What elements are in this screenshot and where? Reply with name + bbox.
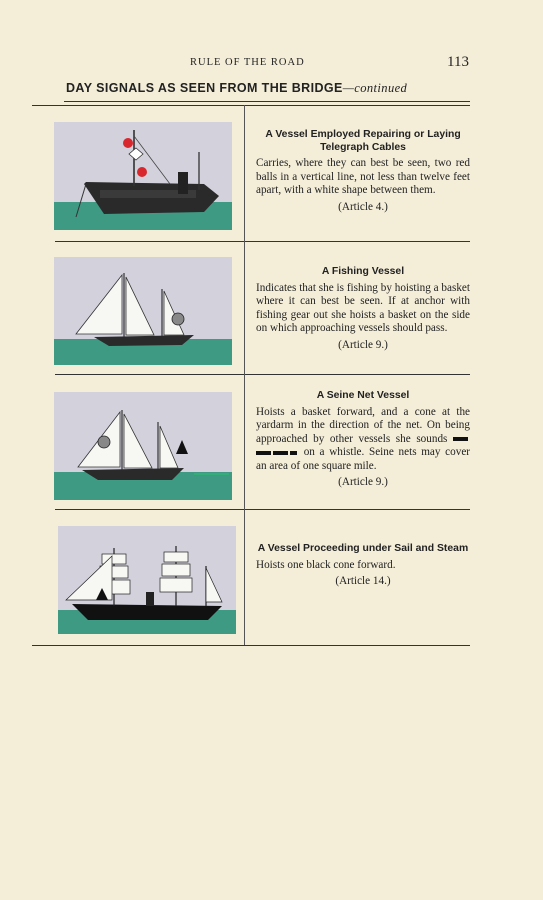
fishing-vessel-illustration xyxy=(54,257,232,365)
sail-and-steam-vessel-illustration xyxy=(58,526,236,634)
cable-vessel-illustration xyxy=(54,122,232,230)
long-blast-mark xyxy=(453,437,468,441)
entry-title: A Fishing Vessel xyxy=(321,266,405,277)
section-title: DAY SIGNALS AS SEEN FROM THE BRIDGE xyxy=(66,81,343,95)
article-reference: (Article 9.) xyxy=(338,338,388,351)
entry-body xyxy=(256,406,470,474)
entry-cable-vessel xyxy=(256,129,470,213)
running-head xyxy=(0,54,543,73)
long-blast-mark xyxy=(273,451,288,455)
row-divider xyxy=(55,509,470,510)
entry-title: A Vessel Proceeding under Sail and Steam xyxy=(257,543,469,554)
entry-sail-and-steam xyxy=(256,543,470,587)
table-bottom-rule xyxy=(32,645,470,646)
table-top-rule xyxy=(32,105,470,106)
entry-body: Indicates that she is fishing by hoisting a basket where it can best be seen. If at anchor with fishing gear out she hoists a basket on the side on which approaching vessels should pass. xyxy=(256,281,470,335)
article-reference: (Article 9.) xyxy=(338,476,388,489)
running-title: RULE OF THE ROAD xyxy=(190,57,305,68)
entry-body: Carries, where they can best be seen, two red balls in a vertical line, not less than twelve feet apart, with a white shape between them. xyxy=(256,157,470,197)
article-reference: (Article 14.) xyxy=(335,575,391,588)
article-reference: (Article 4.) xyxy=(338,200,388,213)
entry-title: A Vessel Employed Repairing or Laying Telegraph Cables xyxy=(265,129,461,153)
column-divider xyxy=(244,105,245,645)
entry-seine-net-vessel xyxy=(256,390,470,488)
row-divider xyxy=(55,241,470,242)
entry-body: Hoists one black cone forward. xyxy=(256,558,396,571)
entry-body-start: Hoists a basket forward, and a cone at the yardarm in the direction of the net. On being approached by other vessels she sounds xyxy=(256,405,470,445)
section-continued: —continued xyxy=(342,81,408,95)
heading-rule xyxy=(64,101,470,102)
entry-body-end: on a whistle. Seine nets may cover an area of one square mile. xyxy=(256,446,471,472)
seine-net-vessel-illustration xyxy=(54,392,232,500)
section-heading xyxy=(66,81,466,96)
short-blast-mark xyxy=(290,451,297,455)
entry-fishing-vessel xyxy=(256,266,470,351)
long-blast-mark xyxy=(256,451,271,455)
row-divider xyxy=(55,374,470,375)
entry-title: A Seine Net Vessel xyxy=(316,390,410,401)
page-number: 113 xyxy=(447,54,469,70)
